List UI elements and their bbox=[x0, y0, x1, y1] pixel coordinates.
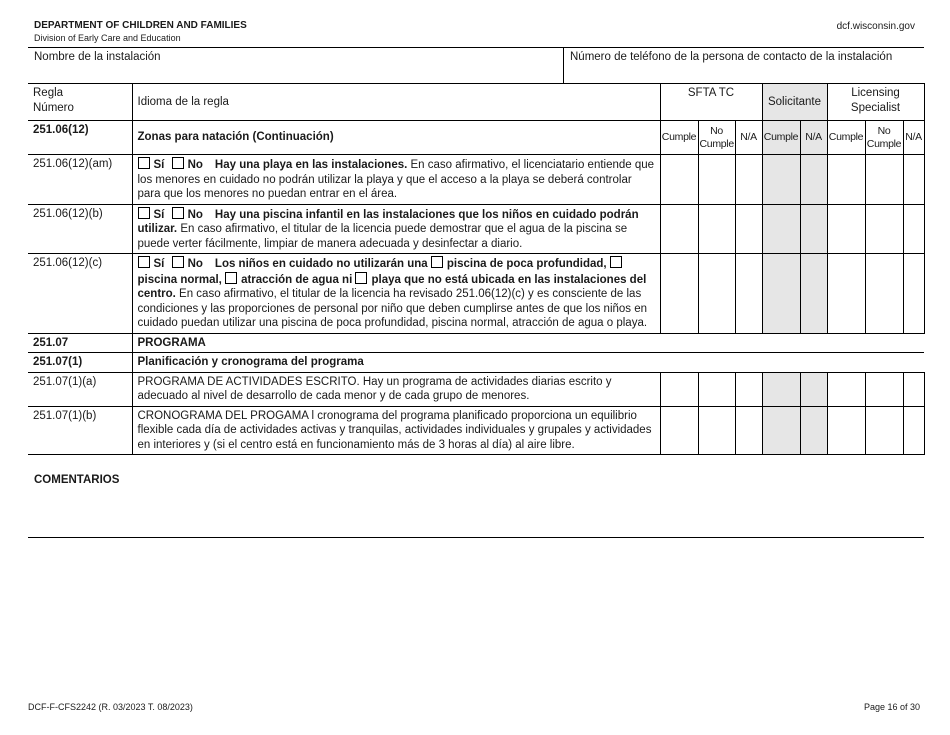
rule-number: 251.06(12)(b) bbox=[28, 204, 132, 254]
pool-label: piscina normal, bbox=[137, 273, 222, 286]
website: dcf.wisconsin.gov bbox=[836, 21, 915, 32]
sfta-cumple-cell[interactable] bbox=[660, 254, 698, 334]
water-attraction-label: atracción de agua ni bbox=[241, 273, 353, 286]
comments-area[interactable] bbox=[28, 537, 924, 538]
table-row bbox=[28, 406, 924, 455]
sfta-no-cumple-cell[interactable] bbox=[698, 254, 735, 334]
rule-number: 251.07(1)(a) bbox=[28, 372, 132, 406]
applicant-cumple-header: Cumple bbox=[762, 121, 800, 155]
table-row bbox=[28, 254, 924, 334]
pool-checkbox[interactable] bbox=[610, 256, 622, 268]
rule-text bbox=[132, 155, 660, 205]
division-name: Division of Early Care and Education bbox=[34, 33, 181, 43]
applicant-header: Solicitante bbox=[762, 84, 827, 121]
sfta-na-cell[interactable] bbox=[735, 406, 762, 455]
no-checkbox[interactable] bbox=[172, 207, 184, 219]
sfta-cumple-cell[interactable] bbox=[660, 204, 698, 254]
ls-no-cumple-cell[interactable] bbox=[865, 155, 903, 205]
sfta-na-cell[interactable] bbox=[735, 372, 762, 406]
sfta-na-cell[interactable] bbox=[735, 254, 762, 334]
rule-body-text: En caso afirmativo, el licenciatario entiende que los menores en cuidado no podrán utilizar la playa y que el acceso a la playa se deberá controlar para que los menores no puedan entrar en el área. bbox=[137, 159, 655, 200]
section-row bbox=[28, 121, 924, 155]
yes-label: Sí bbox=[153, 208, 165, 221]
ls-cumple-cell[interactable] bbox=[827, 254, 865, 334]
sfta-tc-header: SFTA TC bbox=[660, 84, 762, 121]
yes-label: Sí bbox=[153, 258, 165, 270]
rule-text bbox=[132, 204, 660, 254]
section-row bbox=[28, 353, 924, 373]
sfta-no-cumple-header: No Cumple bbox=[698, 121, 735, 155]
sfta-na-header: N/A bbox=[735, 121, 762, 155]
rule-number: 251.06(12)(c) bbox=[28, 254, 132, 334]
rule-text: PROGRAMA DE ACTIVIDADES ESCRITO. Hay un programa de actividades diarias escrito y adecuado al nivel de desarrollo de cada menor y de cada grupo de menores. bbox=[132, 372, 660, 406]
facility-name-field[interactable] bbox=[28, 48, 564, 84]
sfta-na-cell[interactable] bbox=[735, 204, 762, 254]
yes-label: Sí bbox=[153, 159, 165, 171]
table-row bbox=[28, 155, 924, 205]
ls-na-cell[interactable] bbox=[903, 204, 924, 254]
sfta-cumple-cell[interactable] bbox=[660, 155, 698, 205]
applicant-na-header: N/A bbox=[800, 121, 827, 155]
rule-bold-text: Hay una piscina infantil en las instalaciones que los niños en cuidado podrán utilizar. bbox=[137, 208, 639, 235]
applicant-na-cell[interactable] bbox=[800, 372, 827, 406]
rule-bold-text: Hay una playa en las instalaciones. bbox=[214, 159, 408, 171]
applicant-na-cell[interactable] bbox=[800, 155, 827, 205]
section-title: Zonas para natación (Continuación) bbox=[132, 121, 660, 155]
applicant-cumple-cell[interactable] bbox=[762, 372, 800, 406]
ls-no-cumple-cell[interactable] bbox=[865, 406, 903, 455]
offsite-beach-label: playa que no está ubicada en las instalaciones del centro. bbox=[137, 273, 647, 300]
facility-info-row bbox=[28, 47, 924, 84]
sfta-cumple-cell[interactable] bbox=[660, 406, 698, 455]
ls-na-cell[interactable] bbox=[903, 155, 924, 205]
sfta-no-cumple-cell[interactable] bbox=[698, 372, 735, 406]
ls-no-cumple-cell[interactable] bbox=[865, 204, 903, 254]
ls-na-header: N/A bbox=[903, 121, 924, 155]
sfta-no-cumple-cell[interactable] bbox=[698, 155, 735, 205]
no-checkbox[interactable] bbox=[172, 256, 184, 268]
ls-na-cell[interactable] bbox=[903, 406, 924, 455]
form-id: DCF-F-CFS2242 (R. 03/2023 T. 08/2023) bbox=[28, 702, 193, 712]
rule-bold-text: Los niños en cuidado no utilizarán una bbox=[214, 258, 428, 270]
sfta-cumple-header: Cumple bbox=[660, 121, 698, 155]
facility-phone-label: Número de teléfono de la persona de contacto de la instalación bbox=[570, 51, 893, 63]
table-row bbox=[28, 372, 924, 406]
section-row bbox=[28, 333, 924, 353]
ls-no-cumple-header: No Cumple bbox=[865, 121, 903, 155]
shallow-pool-label: piscina de poca profundidad, bbox=[446, 258, 607, 270]
sfta-no-cumple-cell[interactable] bbox=[698, 406, 735, 455]
rule-body-text: En caso afirmativo, el titular de la licencia puede demostrar que el agua de la piscina se puede verter fácilmente, limpiar de manera adecuada y desinfectar a diario. bbox=[137, 223, 628, 250]
applicant-cumple-cell[interactable] bbox=[762, 406, 800, 455]
sfta-na-cell[interactable] bbox=[735, 155, 762, 205]
facility-name-label: Nombre de la instalación bbox=[34, 51, 161, 63]
rule-number: 251.07(1)(b) bbox=[28, 406, 132, 455]
sfta-cumple-cell[interactable] bbox=[660, 372, 698, 406]
ls-cumple-cell[interactable] bbox=[827, 372, 865, 406]
section-number: 251.06(12) bbox=[28, 121, 132, 155]
shallow-pool-checkbox[interactable] bbox=[431, 256, 443, 268]
water-attraction-checkbox[interactable] bbox=[225, 272, 237, 284]
page-number: Page 16 of 30 bbox=[863, 702, 920, 712]
rule-body-text: En caso afirmativo, el titular de la licencia ha revisado 251.06(12)(c) y es consciente de las condiciones y las proporciones de personal por niño que deben cumplirse antes de que los niños en cuidado puedan utilizar una piscina de poca profundidad, piscina normal, atracción de agua o playa. bbox=[137, 288, 648, 329]
page-header bbox=[34, 20, 247, 43]
no-label: No bbox=[187, 258, 203, 270]
rule-language-header: Idioma de la regla bbox=[132, 84, 660, 121]
no-label: No bbox=[187, 159, 203, 171]
no-checkbox[interactable] bbox=[172, 157, 184, 169]
yes-checkbox[interactable] bbox=[138, 207, 150, 219]
applicant-na-cell[interactable] bbox=[800, 204, 827, 254]
no-label: No bbox=[187, 208, 203, 221]
sfta-no-cumple-cell[interactable] bbox=[698, 204, 735, 254]
ls-cumple-header: Cumple bbox=[827, 121, 865, 155]
offsite-beach-checkbox[interactable] bbox=[355, 272, 367, 284]
comments-label: COMENTARIOS bbox=[34, 474, 120, 486]
ls-na-cell[interactable] bbox=[903, 372, 924, 406]
rule-number: 251.06(12)(am) bbox=[28, 155, 132, 205]
ls-cumple-cell[interactable] bbox=[827, 204, 865, 254]
rule-text: CRONOGRAMA DEL PROGAMA l cronograma del programa planificado proporciona un equilibrio flexible cada día de actividades activas y tranquilas, actividades individuales y grupales y actividades en interiores y (si el centro está en funcionamiento más de 3 horas al día) al aire libre. bbox=[132, 406, 660, 455]
table-header-row bbox=[28, 84, 924, 121]
rule-number-header: Regla Número bbox=[28, 84, 132, 121]
licensing-specialist-header: Licensing Specialist bbox=[827, 84, 924, 121]
applicant-cumple-cell[interactable] bbox=[762, 155, 800, 205]
section-number: 251.07(1) bbox=[28, 353, 132, 373]
department-name: DEPARTMENT OF CHILDREN AND FAMILIES bbox=[34, 20, 247, 31]
ls-cumple-cell[interactable] bbox=[827, 155, 865, 205]
applicant-cumple-cell[interactable] bbox=[762, 204, 800, 254]
section-title: PROGRAMA bbox=[132, 333, 924, 353]
yes-checkbox[interactable] bbox=[138, 157, 150, 169]
ls-na-cell[interactable] bbox=[903, 254, 924, 334]
applicant-na-cell[interactable] bbox=[800, 406, 827, 455]
section-title: Planificación y cronograma del programa bbox=[132, 353, 924, 373]
ls-no-cumple-cell[interactable] bbox=[865, 254, 903, 334]
rules-table bbox=[28, 83, 925, 455]
ls-no-cumple-cell[interactable] bbox=[865, 372, 903, 406]
applicant-cumple-cell[interactable] bbox=[762, 254, 800, 334]
ls-cumple-cell[interactable] bbox=[827, 406, 865, 455]
applicant-na-cell[interactable] bbox=[800, 254, 827, 334]
rule-text bbox=[132, 254, 660, 334]
yes-checkbox[interactable] bbox=[138, 256, 150, 268]
table-row bbox=[28, 204, 924, 254]
facility-phone-field[interactable] bbox=[564, 48, 924, 84]
section-number: 251.07 bbox=[28, 333, 132, 353]
